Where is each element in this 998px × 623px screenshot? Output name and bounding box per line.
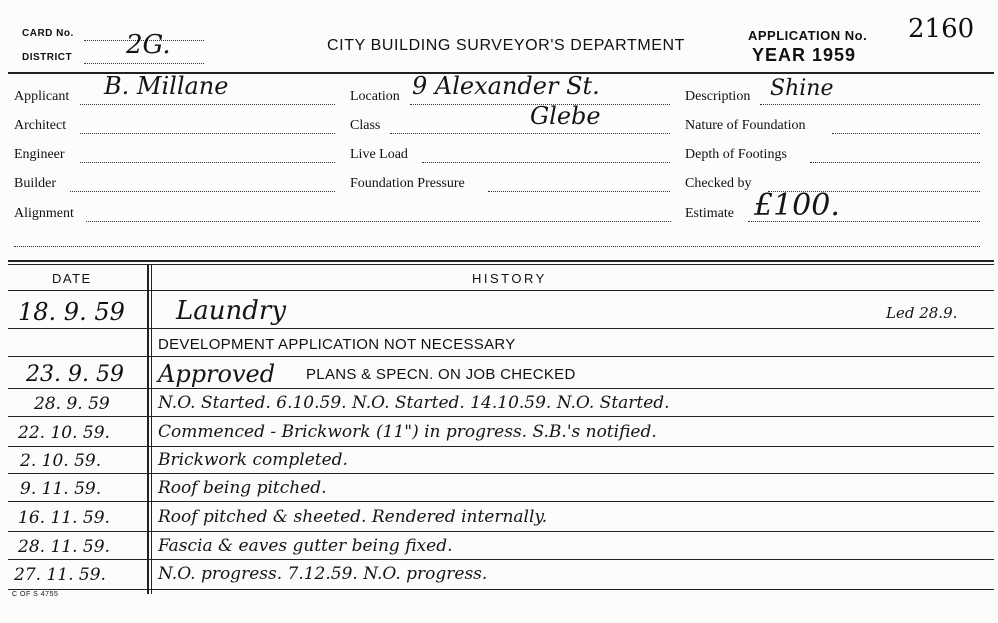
row-line [8,589,994,590]
estimate-label: Estimate [685,206,734,221]
card-no-label: CARD No. [22,28,74,39]
alignment-line [86,221,671,222]
blank-line [14,246,980,247]
table-row-text: Roof being pitched. [158,478,327,498]
form-code: C OF S 4755 [12,591,59,598]
application-number: 2160 [908,14,975,44]
date-column-divider [147,264,149,594]
table-row-text: DEVELOPMENT APPLICATION NOT NECESSARY [158,336,516,353]
table-row-hand-text: Approved [158,360,276,388]
description-value: Shine [770,76,834,101]
year-label: YEAR 1959 [752,45,857,65]
nature-foundation-line [832,133,980,134]
foundation-pressure-line [488,191,670,192]
location-value: 9 Alexander St. [412,72,600,100]
engineer-line [80,162,335,163]
class-line [390,133,670,134]
description-label: Description [685,89,751,104]
depth-footings-line [810,162,980,163]
table-row-text: Laundry [176,296,287,326]
row-line [8,473,994,474]
nature-foundation-label: Nature of Foundation [685,118,806,133]
table-row-date: 28. 9. 59 [34,394,110,414]
estimate-value: £100. [754,188,840,223]
table-row-text: N.O. Started. 6.10.59. N.O. Started. 14.10.59. N.O. Started. [158,393,670,413]
table-top-border-inner [8,264,994,265]
alignment-label: Alignment [14,206,74,221]
application-label: APPLICATION No. [748,28,868,43]
builder-label: Builder [14,176,56,191]
row-line [8,501,994,502]
table-top-border [8,260,994,262]
district-line [84,63,204,64]
header-row-line [8,290,994,291]
depth-footings-label: Depth of Footings [685,147,787,162]
row-line [8,388,994,389]
live-load-label: Live Load [350,147,408,162]
builder-line [70,191,335,192]
table-row-date: 23. 9. 59 [26,362,124,387]
foundation-pressure-label: Foundation Pressure [350,176,465,191]
table-row-text: Brickwork completed. [158,450,348,470]
architect-line [80,133,335,134]
table-row-date: 28. 11. 59. [18,537,110,557]
district-value: 2G. [126,30,171,60]
table-row-date: 2. 10. 59. [20,451,102,471]
date-header: DATE [52,271,92,286]
live-load-line [422,162,670,163]
row-line [8,416,994,417]
applicant-line [80,104,335,105]
class-label: Class [350,118,381,133]
row-line [8,559,994,560]
table-row-text: Roof pitched & sheeted. Rendered internally. [158,507,548,527]
row-line [8,328,994,329]
department-title: CITY BUILDING SURVEYOR'S DEPARTMENT [327,37,686,54]
engineer-label: Engineer [14,147,65,162]
table-row-date: 18. 9. 59 [18,298,125,326]
table-row-text: PLANS & SPECN. ON JOB CHECKED [306,366,576,383]
table-row-date: 22. 10. 59. [18,423,110,443]
table-row-text: Commenced - Brickwork (11") in progress. S.B.'s notified. [158,422,657,442]
location-suburb: Glebe [530,102,601,130]
row-line [8,356,994,357]
table-row-text: Fascia & eaves gutter being fixed. [158,536,453,556]
table-row-text: N.O. progress. 7.12.59. N.O. progress. [158,564,488,584]
table-row-date: 27. 11. 59. [14,565,106,585]
row-line [8,446,994,447]
table-row-note: Led 28.9. [886,304,958,322]
applicant-value: B. Millane [104,72,229,100]
checked-by-label: Checked by [685,176,752,191]
location-label: Location [350,89,400,104]
table-row-date: 9. 11. 59. [20,479,102,499]
table-row-date: 16. 11. 59. [18,508,110,528]
history-header: HISTORY [472,271,547,286]
row-line [8,531,994,532]
applicant-label: Applicant [14,89,70,104]
district-label: DISTRICT [22,52,73,63]
description-line [760,104,980,105]
date-column-divider-inner [151,264,152,594]
architect-label: Architect [14,118,67,133]
